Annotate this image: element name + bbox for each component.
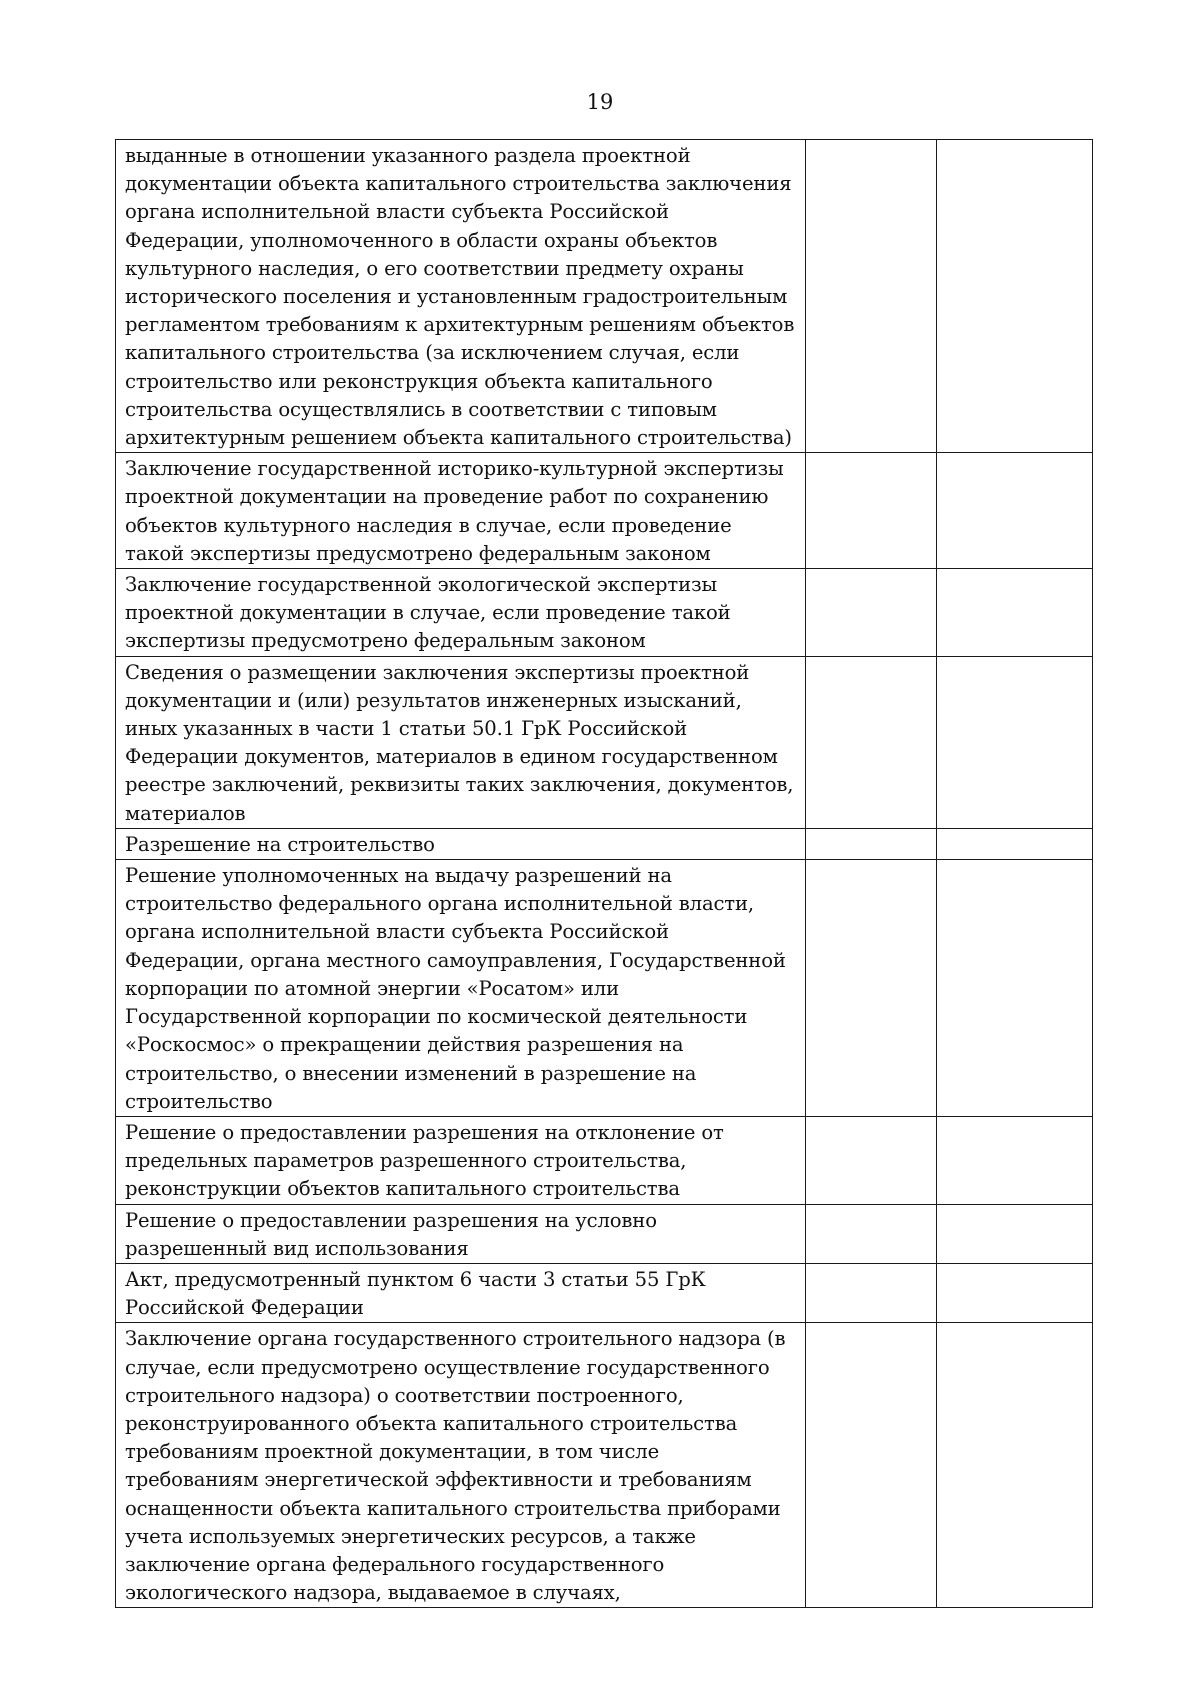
cell-text-line: разрешенный вид использования — [125, 1236, 469, 1260]
cell-text-line: иных указанных в части 1 статьи 50.1 ГрК Российской — [125, 717, 688, 741]
cell-text-line: «Роскосмос» о прекращении действия разрешения на — [125, 1033, 684, 1057]
cell-text-line: строительство федерального органа исполнительной власти, — [125, 892, 754, 916]
cell-text-line: Решение уполномоченных на выдачу разрешений на — [125, 864, 672, 888]
document-table — [115, 139, 1093, 1608]
cell-text-line: объектов культурного наследия в случае, если проведение — [125, 513, 732, 537]
cell-text-line: строительство — [125, 1089, 273, 1113]
empty-cell-col3 — [937, 140, 1093, 453]
table-row — [116, 1323, 1093, 1608]
cell-text-line: проектной документации на проведение работ по сохранению — [125, 485, 769, 509]
empty-cell-col2 — [806, 1116, 937, 1204]
cell-text-line: исторического поселения и установленным градостроительным — [125, 285, 788, 309]
cell-text-line: Государственной корпорации по космической деятельности — [125, 1005, 748, 1029]
empty-cell-col2 — [806, 569, 937, 657]
table-row — [116, 1263, 1093, 1322]
cell-text-line: Федерации документов, материалов в едином государственном — [125, 745, 778, 769]
empty-cell-col2 — [806, 1323, 937, 1608]
document-name-cell — [116, 1323, 806, 1608]
page-number: 19 — [586, 90, 614, 114]
cell-text-line: документации объекта капитального строительства заключения — [125, 172, 792, 196]
cell-text-line: Заключение органа государственного строительного надзора (в — [125, 1327, 786, 1351]
document-name-cell — [116, 828, 806, 859]
cell-text-line: Решение о предоставлении разрешения на отклонение от — [125, 1120, 724, 1144]
document-name-cell — [116, 453, 806, 569]
table-row — [116, 1116, 1093, 1204]
empty-cell-col3 — [937, 1263, 1093, 1322]
cell-text-line: регламентом требованиям к архитектурным решениям объектов — [125, 313, 795, 337]
table-row — [116, 656, 1093, 828]
cell-text-line: выданные в отношении указанного раздела проектной — [125, 144, 691, 167]
empty-cell-col3 — [937, 860, 1093, 1117]
cell-text-line: Российской Федерации — [125, 1296, 364, 1320]
cell-text-line: органа исполнительной власти субъекта Российской — [125, 920, 669, 944]
cell-text-line: культурного наследия, о его соответствии предмету охраны — [125, 256, 744, 280]
cell-text-line: корпорации по атомной энергии «Росатом» или — [125, 976, 620, 1000]
table-row — [116, 453, 1093, 569]
table-row — [116, 828, 1093, 859]
cell-text-line: реконструированного объекта капитального строительства — [125, 1411, 738, 1435]
document-name-cell — [116, 140, 806, 453]
cell-text-line: Федерации, уполномоченного в области охраны объектов — [125, 228, 718, 252]
empty-cell-col2 — [806, 1263, 937, 1322]
cell-text-line: Федерации, органа местного самоуправления, Государственной — [125, 948, 786, 972]
cell-text-line: документации и (или) результатов инженерных изысканий, — [125, 688, 742, 712]
empty-cell-col3 — [937, 656, 1093, 828]
document-name-cell — [116, 569, 806, 657]
table-body — [116, 140, 1093, 1608]
cell-text-line: строительства осуществлялись в соответствии с типовым — [125, 397, 717, 421]
cell-text-line: строительство или реконструкция объекта капитального — [125, 369, 713, 393]
empty-cell-col3 — [937, 1323, 1093, 1608]
empty-cell-col3 — [937, 1204, 1093, 1263]
empty-cell-col3 — [937, 453, 1093, 569]
cell-text-line: такой экспертизы предусмотрено федеральным законом — [125, 541, 711, 565]
cell-text-line: Разрешение на строительство — [125, 832, 435, 856]
empty-cell-col2 — [806, 1204, 937, 1263]
cell-text-line: требованиям проектной документации, в том числе — [125, 1440, 660, 1464]
cell-text-line: строительного надзора) о соответствии построенного, — [125, 1383, 684, 1407]
empty-cell-col2 — [806, 828, 937, 859]
cell-text-line: оснащенности объекта капитального строительства приборами — [125, 1496, 781, 1520]
table-row — [116, 569, 1093, 657]
cell-text-line: Акт, предусмотренный пунктом 6 части 3 статьи 55 ГрК — [125, 1267, 706, 1291]
cell-text-line: учета используемых энергетических ресурсов, а также — [125, 1524, 696, 1548]
cell-text-line: требованиям энергетической эффективности и требованиям — [125, 1468, 752, 1492]
cell-text-line: Сведения о размещении заключения экспертизы проектной — [125, 660, 750, 684]
cell-text-line: строительство, о внесении изменений в разрешение на — [125, 1061, 697, 1085]
cell-text-line: предельных параметров разрешенного строительства, — [125, 1149, 687, 1173]
cell-text-line: реконструкции объектов капитального строительства — [125, 1177, 680, 1201]
document-name-cell — [116, 656, 806, 828]
empty-cell-col2 — [806, 860, 937, 1117]
empty-cell-col2 — [806, 453, 937, 569]
table-row — [116, 860, 1093, 1117]
cell-text-line: случае, если предусмотрено осуществление государственного — [125, 1355, 770, 1379]
document-name-cell — [116, 1204, 806, 1263]
document-name-cell — [116, 1263, 806, 1322]
table-row — [116, 140, 1093, 453]
table-row — [116, 1204, 1093, 1263]
empty-cell-col3 — [937, 1116, 1093, 1204]
cell-text-line: проектной документации в случае, если проведение такой — [125, 601, 731, 625]
cell-text-line: заключение органа федерального государственного — [125, 1552, 665, 1576]
cell-text-line: органа исполнительной власти субъекта Российской — [125, 200, 669, 224]
cell-text-line: Заключение государственной историко-культурной экспертизы — [125, 457, 784, 481]
cell-text-line: реестре заключений, реквизиты таких заключения, документов, — [125, 773, 794, 797]
empty-cell-col2 — [806, 656, 937, 828]
cell-text-line: архитектурным решением объекта капитального строительства) — [125, 426, 792, 450]
cell-text-line: экологического надзора, выдаваемое в случаях, — [125, 1581, 621, 1605]
document-name-cell — [116, 860, 806, 1117]
cell-text-line: материалов — [125, 801, 246, 825]
document-name-cell — [116, 1116, 806, 1204]
cell-text-line: Решение о предоставлении разрешения на условно — [125, 1208, 657, 1232]
cell-text-line: капитального строительства (за исключением случая, если — [125, 341, 740, 365]
cell-text-line: Заключение государственной экологической экспертизы — [125, 573, 717, 597]
empty-cell-col3 — [937, 569, 1093, 657]
cell-text-line: экспертизы предусмотрено федеральным законом — [125, 629, 646, 653]
empty-cell-col2 — [806, 140, 937, 453]
empty-cell-col3 — [937, 828, 1093, 859]
